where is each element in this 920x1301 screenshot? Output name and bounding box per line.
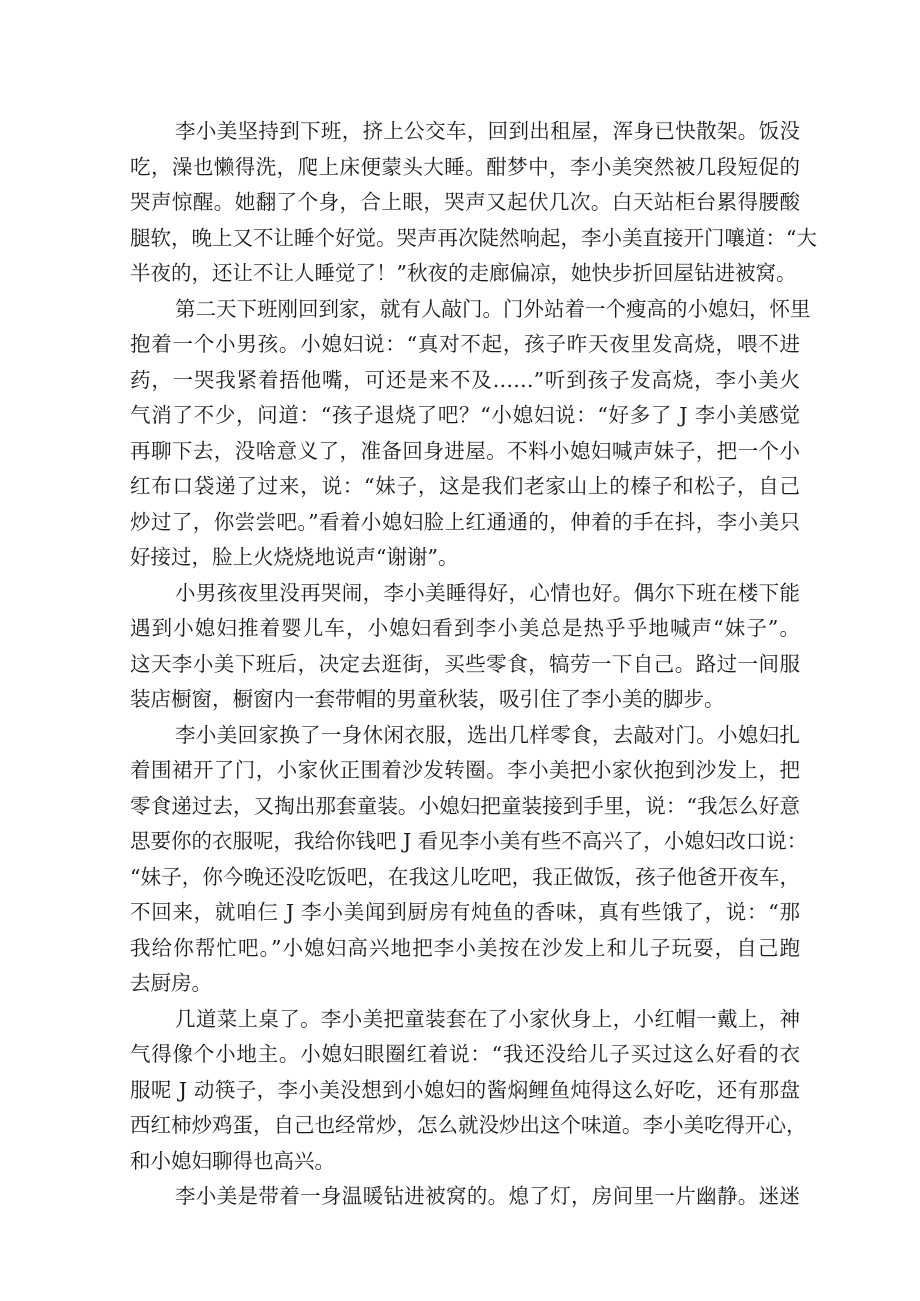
text-line: 好接过，脸上火烧烧地说声“谢谢”。	[130, 545, 459, 569]
text-line: 半夜的，还让不让人睡觉了！”秋夜的走廊偏凉，她快步折回屋钻进被窝。	[130, 261, 797, 285]
text-line: 李小美坚持到下班，挤上公交车，回到出租屋，浑身已快散架。饭没	[175, 119, 800, 143]
paragraph	[130, 718, 808, 1002]
text-line: 抱着一个小男孩。小媳妇说：“真对不起，孩子昨天夜里发高烧，喂不进	[130, 332, 800, 356]
text-line: 小男孩夜里没再哭闹，李小美睡得好，心情也好。偶尔下班在楼下能	[175, 580, 800, 605]
text-line: 腿软，晚上又不让睡个好觉。哭声再次陡然响起，李小美直接开门嚷道：“大	[130, 225, 817, 250]
text-line: 去厨房。	[130, 971, 212, 995]
text-line: 几道菜上桌了。李小美把童装套在了小家伙身上，小红帽一戴上，神	[175, 1006, 800, 1031]
text-line: 李小美是带着一身温暖钻进被窝的。熄了灯，房间里一片幽静。迷迷	[175, 1184, 800, 1208]
text-line: 气得像个小地主。小媳妇眼圈红着说：“我还没给儿子买过这么好看的衣	[130, 1042, 800, 1066]
story-text	[130, 114, 817, 1215]
text-line: 和小媳妇聊得也高兴。	[130, 1148, 335, 1173]
text-line: 红布口袋递了过来，说：“妹子，这是我们老家山上的榛子和松子，自己	[130, 474, 800, 498]
text-line: 零食递过去，又掏出那套童装。小媳妇把童装接到手里，说：“我怎么好意	[130, 793, 800, 818]
text-line: 西红柿炒鸡蛋，自己也经常炒，怎么就没炒出这个味道。李小美吃得开心，	[130, 1113, 807, 1137]
text-line: 哭声惊醒。她翻了个身，合上眼，哭声又起伏几次。白天站柜台累得腰酸	[130, 190, 800, 214]
text-line: 不回来，就咱仨 J 李小美闻到厨房有炖鱼的香味，真有些饿了，说：“那	[130, 900, 800, 924]
text-line: 这天李小美下班后，决定去逛街，买些零食，犒劳一下自己。路过一间服	[130, 651, 800, 676]
text-line: 药，一哭我紧着捂他嘴，可还是来不及……”听到孩子发高烧，李小美火	[130, 367, 800, 392]
paragraph	[130, 576, 800, 718]
text-line: 服呢 J 动筷子，李小美没想到小媳妇的酱焖鲤鱼炖得这么好吃，还有那盘	[130, 1077, 800, 1102]
text-line: 第二天下班刚回到家，就有人敲门。门外站着一个瘦高的小媳妇，怀里	[175, 296, 811, 321]
paragraph	[130, 114, 817, 292]
paragraph	[130, 1002, 807, 1180]
text-line: 吃，澡也懒得洗，爬上床便蒙头大睡。酣梦中，李小美突然被几段短促的	[130, 154, 800, 179]
text-line: 再聊下去，没啥意义了，准备回身进屋。不料小媳妇喊声妹子，把一个小	[130, 438, 800, 463]
text-line: 装店橱窗，橱窗内一套带帽的男童秋装，吸引住了李小美的脚步。	[130, 687, 725, 711]
text-line: 着围裙开了门，小家伙正围着沙发转圈。李小美把小家伙抱到沙发上，把	[130, 758, 800, 782]
text-line: “妹子，你今晚还没吃饭吧，在我这儿吃吧，我正做饭，孩子他爸开夜车，	[130, 864, 800, 889]
paragraph	[130, 1179, 800, 1215]
text-line: 炒过了，你尝尝吧。”看着小媳妇脸上红通通的，伸着的手在抖，李小美只	[130, 509, 800, 534]
text-line: 李小美回家换了一身休闲衣服，选出几样零食，去敲对门。小媳妇扎	[175, 722, 800, 747]
paragraph	[130, 292, 811, 576]
text-line: 遇到小媳妇推着婴儿车，小媳妇看到李小美总是热乎乎地喊声“妹子”。	[130, 616, 800, 640]
text-line: 气消了不少，问道：“孩子退烧了吧？“小媳妇说：“好多了 J 李小美感觉	[130, 403, 800, 427]
text-line: 我给你帮忙吧。”小媳妇高兴地把李小美按在沙发上和儿子玩耍，自己跑	[130, 935, 800, 960]
text-line: 思要你的衣服呢，我给你钱吧 J 看见李小美有些不高兴了，小媳妇改口说：	[130, 829, 808, 853]
